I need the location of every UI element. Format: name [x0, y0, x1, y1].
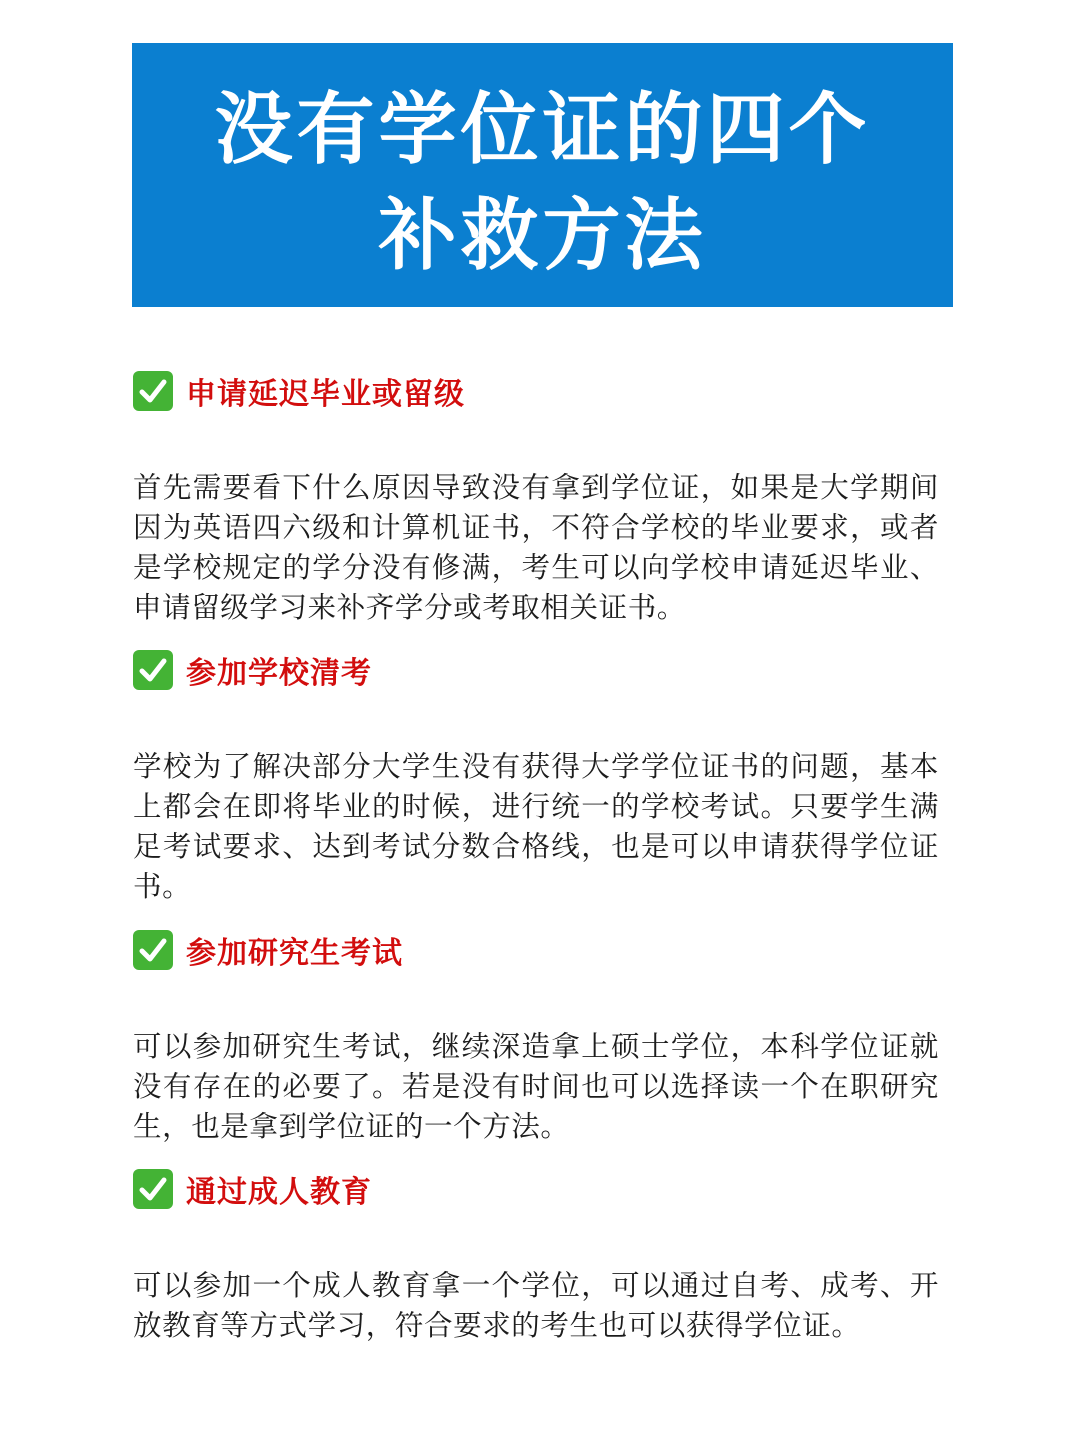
title-banner: [132, 43, 953, 307]
check-mark-icon: [133, 1169, 173, 1209]
section-body: 学校为了解决部分大学生没有获得大学学位证书的问题，基本上都会在即将毕业的时候，进行统一的学校考试。只要学生满足考试要求、达到考试分数合格线，也是可以申请获得学位证书。: [133, 750, 939, 903]
section-body: 可以参加研究生考试，继续深造拿上硕士学位，本科学位证就没有存在的必要了。若是没有时间也可以选择读一个在职研究生，也是拿到学位证的一个方法。: [133, 1030, 939, 1143]
section-heading-text: 申请延迟毕业或留级: [186, 377, 465, 412]
section-body: 可以参加一个成人教育拿一个学位，可以通过自考、成考、开放教育等方式学习，符合要求的考生也可以获得学位证。: [133, 1269, 939, 1342]
section-2: [133, 647, 943, 907]
section-heading: [133, 927, 943, 973]
check-mark-icon: [133, 371, 173, 411]
section-heading: [133, 368, 943, 414]
section-heading-text: 参加学校清考: [186, 656, 372, 691]
title-line-1: 没有学位证的四个: [214, 85, 871, 175]
section-heading: [133, 647, 943, 693]
section-1: [133, 368, 943, 628]
check-mark-icon: [133, 650, 173, 690]
check-mark-icon: [133, 930, 173, 970]
section-heading: [133, 1166, 943, 1212]
section-4: [133, 1166, 943, 1346]
section-heading-text: 参加研究生考试: [186, 936, 403, 971]
section-heading-text: 通过成人教育: [186, 1175, 372, 1210]
section-body: 首先需要看下什么原因导致没有拿到学位证，如果是大学期间因为英语四六级和计算机证书，不符合学校的毕业要求，或者是学校规定的学分没有修满，考生可以向学校申请延迟毕业、申请留级学习来补齐学分或考取相关证书。: [133, 471, 939, 624]
section-3: [133, 927, 943, 1147]
title-line-2: 补救方法: [378, 191, 707, 281]
